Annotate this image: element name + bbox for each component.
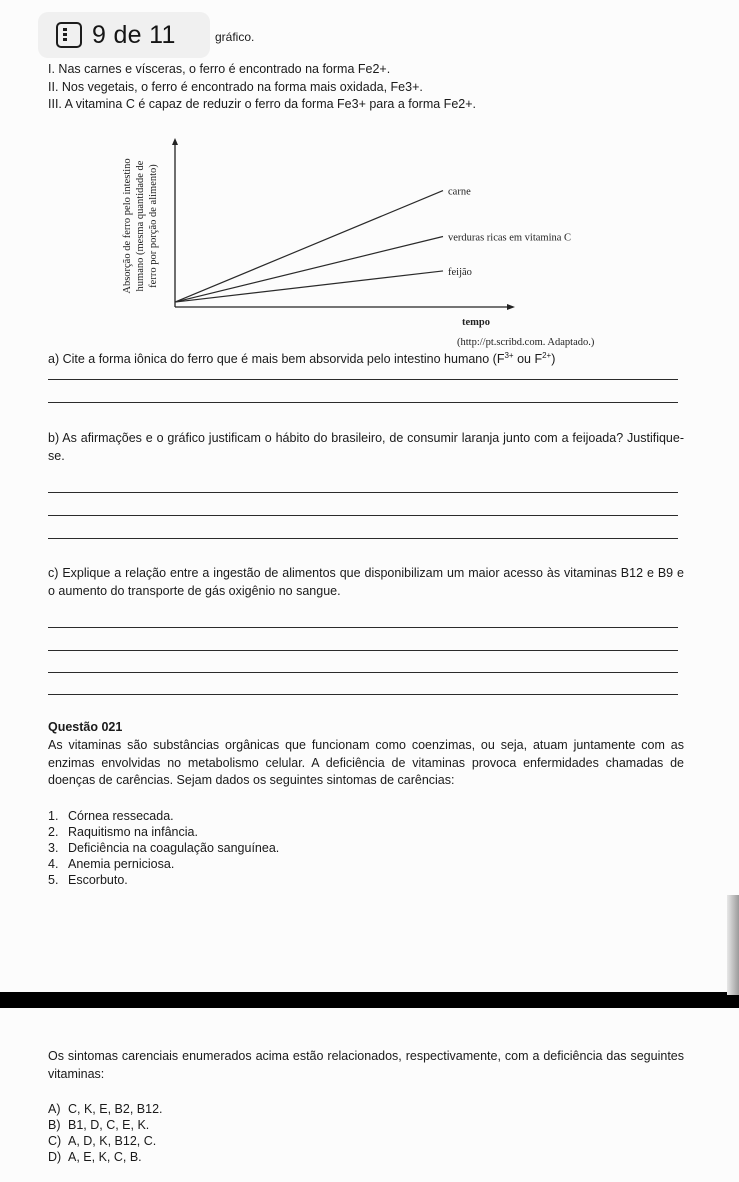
option-letter: C) <box>48 1134 62 1148</box>
option-text: A, D, K, B12, C. <box>68 1134 157 1148</box>
series-label-carne: carne <box>448 186 471 198</box>
option-letter: D) <box>48 1150 62 1164</box>
statement-1: I. Nas carnes e vísceras, o ferro é encontrado na forma Fe2+. <box>48 62 391 76</box>
question-021-intro: As vitaminas são substâncias orgânicas que funcionam como coenzimas, ou seja, atuam juntamente com as enzimas envolvidas no metabolismo celular. A deficiência de vitaminas provoca enfermidades chamadas de doenças de carências. Sejam dados os seguintes sintomas de carências: <box>48 738 684 787</box>
y-axis-label-line-1: Absorção de ferro pelo intestino <box>122 158 133 294</box>
answer-line-b3 <box>48 538 678 539</box>
symptom-text: Escorbuto. <box>68 873 128 887</box>
series-label-feijao: feijão <box>448 266 472 278</box>
question-c: c) Explique a relação entre a ingestão de alimentos que disponibilizam um maior acesso às vitaminas B12 e B9 e o aumento do transporte de gás oxigênio no sangue. <box>48 566 684 598</box>
series-line-feijao <box>175 271 443 302</box>
question-a-mid: ou F <box>513 352 543 366</box>
question-a-end: ) <box>551 352 556 366</box>
statement-2: II. Nos vegetais, o ferro é encontrado na forma mais oxidada, Fe3+. <box>48 80 423 94</box>
y-axis-label <box>122 158 159 293</box>
chart-source: (http://pt.scribd.com. Adaptado.) <box>457 337 595 348</box>
y-axis-label-line-2: humano (mesma quantidade de <box>135 160 146 292</box>
symptom-item-1 <box>48 809 174 824</box>
top-fragment: gráfico. <box>215 30 255 44</box>
answer-line-c2 <box>48 650 678 651</box>
symptom-text: Raquitismo na infância. <box>68 825 198 839</box>
option-letter: A) <box>48 1102 61 1116</box>
symptom-text: Anemia perniciosa. <box>68 857 175 871</box>
symptom-text: Córnea ressecada. <box>68 809 174 823</box>
symptom-num: 2. <box>48 825 59 839</box>
question-b: b) As afirmações e o gráfico justificam o hábito do brasileiro, de consumir laranja junto com a feijoada? Justifique-se. <box>48 431 684 463</box>
question-a-text: a) Cite a forma iônica do ferro que é mais bem absorvida pelo intestino humano (F <box>48 352 505 366</box>
question-a-sup-1: 3+ <box>504 350 514 360</box>
symptom-num: 5. <box>48 873 59 887</box>
y-axis-label-line-3: ferro por porção de alimento) <box>148 164 159 288</box>
option-b[interactable] <box>48 1118 149 1133</box>
answer-line-a2 <box>48 402 678 403</box>
symptom-num: 1. <box>48 809 59 823</box>
iron-absorption-chart <box>115 135 615 350</box>
symptom-item-5 <box>48 873 128 888</box>
option-a[interactable] <box>48 1102 163 1117</box>
answer-line-b2 <box>48 515 678 516</box>
option-text: A, E, K, C, B. <box>68 1150 142 1164</box>
page-counter: 9 de 11 <box>92 20 176 49</box>
series-group <box>175 187 571 303</box>
option-d[interactable] <box>48 1150 142 1165</box>
question-021-prompt: Os sintomas carenciais enumerados acima estão relacionados, respectivamente, com a deficiência das seguintes vitaminas: <box>48 1049 684 1081</box>
page-counter-badge[interactable] <box>38 12 210 58</box>
answer-line-c4 <box>48 694 678 695</box>
question-a-sup-2: 2+ <box>542 350 552 360</box>
scroll-shadow <box>727 895 739 995</box>
symptom-num: 3. <box>48 841 59 855</box>
x-axis-arrow <box>507 304 515 310</box>
y-axis-arrow <box>172 138 178 145</box>
symptom-text: Deficiência na coagulação sanguínea. <box>68 841 280 855</box>
symptom-num: 4. <box>48 857 59 871</box>
statement-3: III. A vitamina C é capaz de reduzir o ferro da forma Fe3+ para a forma Fe2+. <box>48 97 476 111</box>
symptom-item-3 <box>48 841 279 856</box>
question-a <box>48 352 555 367</box>
option-letter: B) <box>48 1118 61 1132</box>
option-text: C, K, E, B2, B12. <box>68 1102 163 1116</box>
option-c[interactable] <box>48 1134 156 1149</box>
series-label-verduras-ricas-em-vitamina-c: verduras ricas em vitamina C <box>448 232 572 244</box>
symptom-item-2 <box>48 825 198 840</box>
answer-line-c1 <box>48 627 678 628</box>
page-list-icon <box>56 22 82 48</box>
question-021-title: Questão 021 <box>48 720 123 734</box>
answer-line-b1 <box>48 492 678 493</box>
x-axis-label: tempo <box>462 317 490 328</box>
answer-line-a1 <box>48 379 678 380</box>
page-separator <box>0 992 739 1008</box>
answer-line-c3 <box>48 672 678 673</box>
symptom-item-4 <box>48 857 174 872</box>
option-text: B1, D, C, E, K. <box>68 1118 150 1132</box>
